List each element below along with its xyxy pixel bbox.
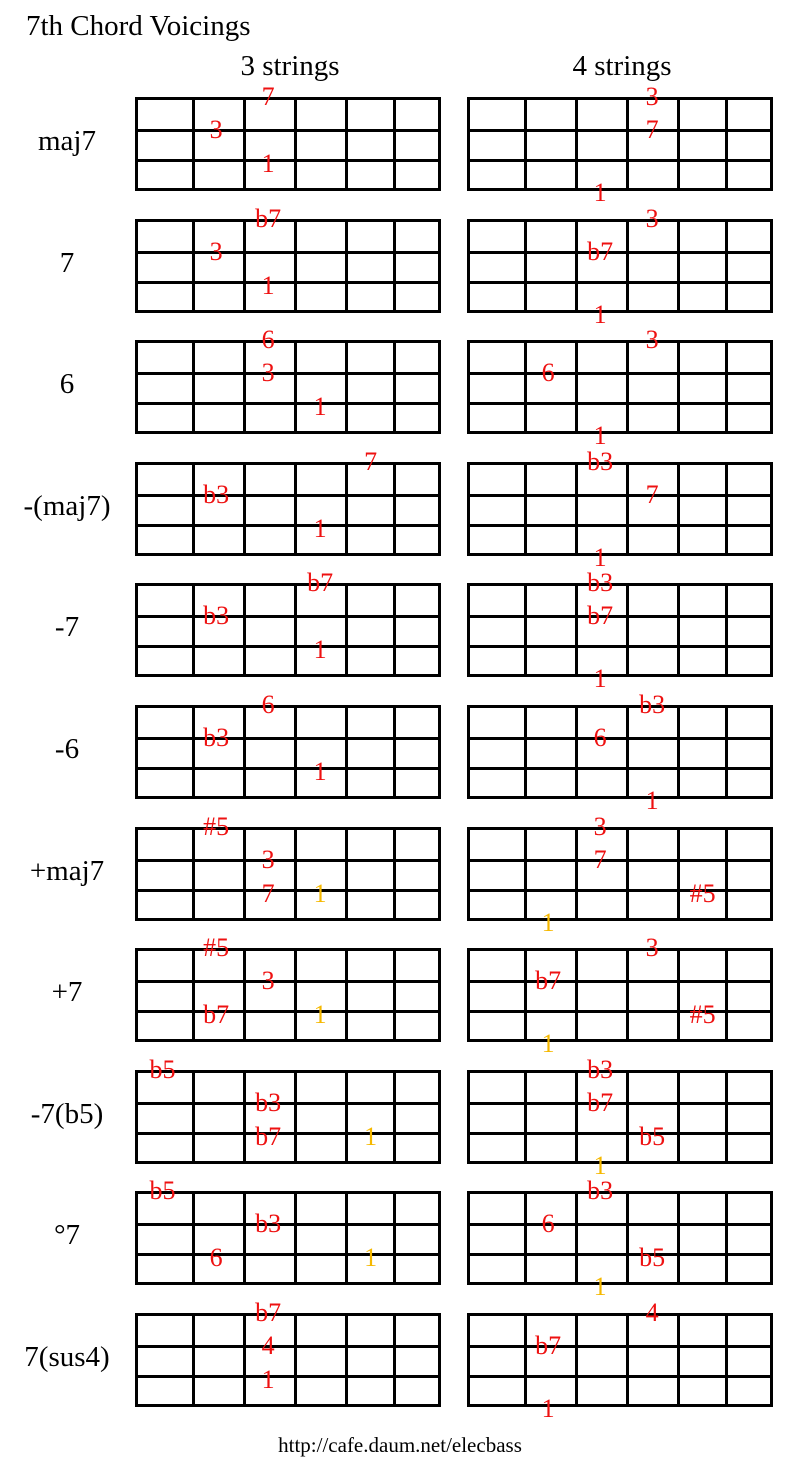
fret-line: [243, 830, 246, 918]
interval-marker: #5: [203, 812, 230, 841]
fret-line: [294, 951, 297, 1039]
fret-line: [393, 1316, 396, 1404]
fret-line: [725, 586, 728, 674]
interval-marker: 1: [593, 178, 607, 207]
interval-marker: b3: [203, 601, 230, 631]
interval-marker: #5: [203, 933, 230, 962]
fret-line: [575, 465, 578, 553]
chord-label: +7: [51, 976, 83, 1008]
fret-line: [294, 586, 297, 674]
fret-line: [393, 708, 396, 796]
root-note-marker: 1: [313, 878, 327, 908]
fret-line: [575, 708, 578, 796]
fret-line: [393, 222, 396, 310]
fret-line: [626, 465, 629, 553]
interval-marker: b7: [535, 1331, 562, 1361]
fret-line: [192, 1194, 195, 1282]
fretboard-4-strings: [467, 827, 773, 921]
interval-marker: 7: [645, 115, 659, 145]
interval-marker: 7: [261, 878, 275, 908]
root-note-marker: 1: [541, 1029, 555, 1058]
interval-marker: 1: [541, 1394, 555, 1423]
fret-line: [524, 1316, 527, 1404]
interval-marker: 6: [541, 1209, 555, 1239]
interval-marker: b5: [639, 1242, 666, 1272]
fret-line: [243, 1316, 246, 1404]
fret-line: [294, 343, 297, 431]
fretboard-3-strings: [135, 462, 441, 556]
fret-line: [345, 222, 348, 310]
chord-label: 6: [59, 368, 75, 400]
fretboard-4-strings: [467, 583, 773, 677]
fret-line: [192, 222, 195, 310]
fret-line: [524, 222, 527, 310]
fret-line: [345, 586, 348, 674]
fret-line: [393, 343, 396, 431]
fret-line: [677, 465, 680, 553]
interval-marker: b3: [587, 568, 614, 597]
fret-line: [626, 100, 629, 188]
chord-label: 7: [59, 247, 75, 279]
fret-line: [243, 343, 246, 431]
fret-line: [345, 1073, 348, 1161]
fret-line: [725, 830, 728, 918]
fretboard-3-strings: [135, 705, 441, 799]
interval-marker: b3: [587, 1055, 614, 1084]
chord-label: -7: [54, 611, 80, 643]
fret-line: [393, 465, 396, 553]
interval-marker: 6: [261, 325, 275, 354]
interval-marker: #5: [689, 999, 716, 1029]
interval-marker: b7: [255, 1298, 282, 1327]
fret-line: [192, 100, 195, 188]
interval-marker: b5: [149, 1055, 176, 1084]
interval-marker: 1: [593, 664, 607, 693]
chord-label: maj7: [38, 125, 96, 157]
fret-line: [243, 951, 246, 1039]
fret-line: [725, 222, 728, 310]
fret-line: [677, 708, 680, 796]
fret-line: [345, 708, 348, 796]
fret-line: [575, 1073, 578, 1161]
fret-line: [243, 465, 246, 553]
fretboard-4-strings: [467, 705, 773, 799]
interval-marker: 3: [645, 204, 659, 233]
fret-line: [575, 1316, 578, 1404]
page-title: 7th Chord Voicings: [26, 10, 251, 42]
fret-line: [725, 1073, 728, 1161]
fret-line: [626, 1073, 629, 1161]
interval-marker: #5: [689, 878, 716, 908]
fret-line: [294, 465, 297, 553]
fret-line: [626, 1316, 629, 1404]
fret-line: [294, 100, 297, 188]
interval-marker: b3: [255, 1209, 282, 1239]
fret-line: [725, 100, 728, 188]
chord-label: -6: [54, 733, 80, 765]
fret-line: [677, 1073, 680, 1161]
interval-marker: 7: [645, 480, 659, 510]
interval-marker: b3: [587, 1176, 614, 1205]
fret-line: [393, 100, 396, 188]
interval-marker: 3: [261, 966, 275, 996]
fret-line: [243, 1194, 246, 1282]
chord-label: -7(b5): [30, 1098, 104, 1130]
fret-line: [677, 222, 680, 310]
interval-marker: 1: [313, 513, 327, 543]
fretboard-3-strings: [135, 1313, 441, 1407]
fretboard-3-strings: [135, 97, 441, 191]
fret-line: [345, 1194, 348, 1282]
interval-marker: b3: [639, 690, 666, 719]
fret-line: [524, 465, 527, 553]
fretboard-4-strings: [467, 340, 773, 434]
interval-marker: b7: [535, 966, 562, 996]
root-note-marker: 1: [313, 999, 327, 1029]
interval-marker: 3: [645, 933, 659, 962]
fretboard-4-strings: [467, 97, 773, 191]
fret-line: [393, 830, 396, 918]
interval-marker: 7: [364, 447, 378, 476]
fret-line: [677, 951, 680, 1039]
fret-line: [575, 1194, 578, 1282]
fret-line: [524, 343, 527, 431]
fretboard-3-strings: [135, 583, 441, 677]
interval-marker: 7: [593, 845, 607, 875]
interval-marker: 4: [645, 1298, 659, 1327]
interval-marker: b7: [587, 601, 614, 631]
fret-line: [575, 343, 578, 431]
interval-marker: 3: [593, 812, 607, 841]
interval-marker: b7: [587, 1088, 614, 1118]
interval-marker: 3: [261, 358, 275, 388]
fret-line: [725, 343, 728, 431]
fretboard-4-strings: [467, 1070, 773, 1164]
interval-marker: 1: [593, 543, 607, 572]
fret-line: [575, 951, 578, 1039]
interval-marker: 1: [313, 391, 327, 421]
fret-line: [192, 1316, 195, 1404]
fret-line: [524, 708, 527, 796]
fret-line: [677, 1316, 680, 1404]
interval-marker: 6: [541, 358, 555, 388]
fret-line: [677, 586, 680, 674]
interval-marker: 1: [261, 1364, 275, 1394]
fret-line: [192, 708, 195, 796]
fretboard-4-strings: [467, 1191, 773, 1285]
fret-line: [725, 708, 728, 796]
fret-line: [524, 1194, 527, 1282]
fretboard-4-strings: [467, 219, 773, 313]
fretboard-3-strings: [135, 1070, 441, 1164]
fret-line: [677, 1194, 680, 1282]
chord-label: °7: [53, 1219, 81, 1251]
fret-line: [725, 465, 728, 553]
fret-line: [345, 951, 348, 1039]
fret-line: [626, 708, 629, 796]
fretboard-3-strings: [135, 340, 441, 434]
fret-line: [677, 343, 680, 431]
column-header-3-strings: 3 strings: [240, 50, 340, 82]
interval-marker: 1: [261, 270, 275, 300]
fret-line: [575, 586, 578, 674]
chord-label: -(maj7): [23, 490, 111, 522]
interval-marker: b7: [203, 999, 230, 1029]
fretboard-3-strings: [135, 1191, 441, 1285]
root-note-marker: 1: [593, 1272, 607, 1301]
interval-marker: 7: [261, 82, 275, 111]
fret-line: [524, 830, 527, 918]
fret-line: [192, 343, 195, 431]
interval-marker: b7: [255, 204, 282, 233]
fret-line: [243, 708, 246, 796]
fret-line: [345, 465, 348, 553]
interval-marker: b7: [255, 1121, 282, 1151]
root-note-marker: 1: [593, 1151, 607, 1180]
fret-line: [294, 222, 297, 310]
fret-line: [192, 830, 195, 918]
fret-line: [294, 830, 297, 918]
fret-line: [524, 100, 527, 188]
fret-line: [677, 100, 680, 188]
fret-line: [294, 1194, 297, 1282]
root-note-marker: 1: [364, 1121, 378, 1151]
fret-line: [393, 1073, 396, 1161]
fret-line: [626, 222, 629, 310]
interval-marker: 1: [261, 148, 275, 178]
interval-marker: 3: [261, 845, 275, 875]
fret-line: [626, 586, 629, 674]
interval-marker: 1: [313, 634, 327, 664]
fret-line: [243, 586, 246, 674]
fret-line: [192, 1073, 195, 1161]
fret-line: [524, 586, 527, 674]
fret-line: [192, 586, 195, 674]
fret-line: [192, 465, 195, 553]
column-header-4-strings: 4 strings: [572, 50, 672, 82]
interval-marker: b3: [587, 447, 614, 476]
interval-marker: 1: [593, 300, 607, 329]
interval-marker: b3: [203, 723, 230, 753]
root-note-marker: 1: [541, 908, 555, 937]
fret-line: [575, 830, 578, 918]
interval-marker: 3: [209, 115, 223, 145]
interval-marker: 6: [593, 723, 607, 753]
interval-marker: 3: [645, 325, 659, 354]
fret-line: [393, 951, 396, 1039]
fret-line: [393, 1194, 396, 1282]
interval-marker: b3: [255, 1088, 282, 1118]
fret-line: [725, 1194, 728, 1282]
interval-marker: b5: [149, 1176, 176, 1205]
interval-marker: b5: [639, 1121, 666, 1151]
fret-line: [677, 830, 680, 918]
fret-line: [345, 343, 348, 431]
chord-label: +maj7: [29, 855, 105, 887]
fretboard-3-strings: [135, 219, 441, 313]
fretboard-3-strings: [135, 827, 441, 921]
interval-marker: 4: [261, 1331, 275, 1361]
fretboard-4-strings: [467, 1313, 773, 1407]
fret-line: [243, 1073, 246, 1161]
interval-marker: 3: [209, 237, 223, 267]
interval-marker: b7: [307, 568, 334, 597]
fret-line: [626, 1194, 629, 1282]
fret-line: [626, 951, 629, 1039]
fretboard-4-strings: [467, 948, 773, 1042]
fret-line: [345, 1316, 348, 1404]
fret-line: [294, 708, 297, 796]
interval-marker: 1: [313, 756, 327, 786]
interval-marker: 1: [593, 421, 607, 450]
fret-line: [243, 222, 246, 310]
interval-marker: b3: [203, 480, 230, 510]
fret-line: [626, 343, 629, 431]
interval-marker: 6: [261, 690, 275, 719]
fret-line: [393, 586, 396, 674]
fret-line: [345, 830, 348, 918]
interval-marker: b7: [587, 237, 614, 267]
fret-line: [524, 1073, 527, 1161]
source-url: http://cafe.daum.net/elecbass: [278, 1433, 522, 1457]
fret-line: [345, 100, 348, 188]
fret-line: [725, 1316, 728, 1404]
fretboard-3-strings: [135, 948, 441, 1042]
interval-marker: 6: [209, 1242, 223, 1272]
fret-line: [294, 1073, 297, 1161]
chord-label: 7(sus4): [24, 1341, 110, 1373]
interval-marker: 3: [645, 82, 659, 111]
fret-line: [524, 951, 527, 1039]
fret-line: [626, 830, 629, 918]
fretboard-4-strings: [467, 462, 773, 556]
fret-line: [725, 951, 728, 1039]
fret-line: [575, 100, 578, 188]
fret-line: [243, 100, 246, 188]
fret-line: [192, 951, 195, 1039]
fret-line: [575, 222, 578, 310]
interval-marker: 1: [645, 786, 659, 815]
root-note-marker: 1: [364, 1242, 378, 1272]
fret-line: [294, 1316, 297, 1404]
